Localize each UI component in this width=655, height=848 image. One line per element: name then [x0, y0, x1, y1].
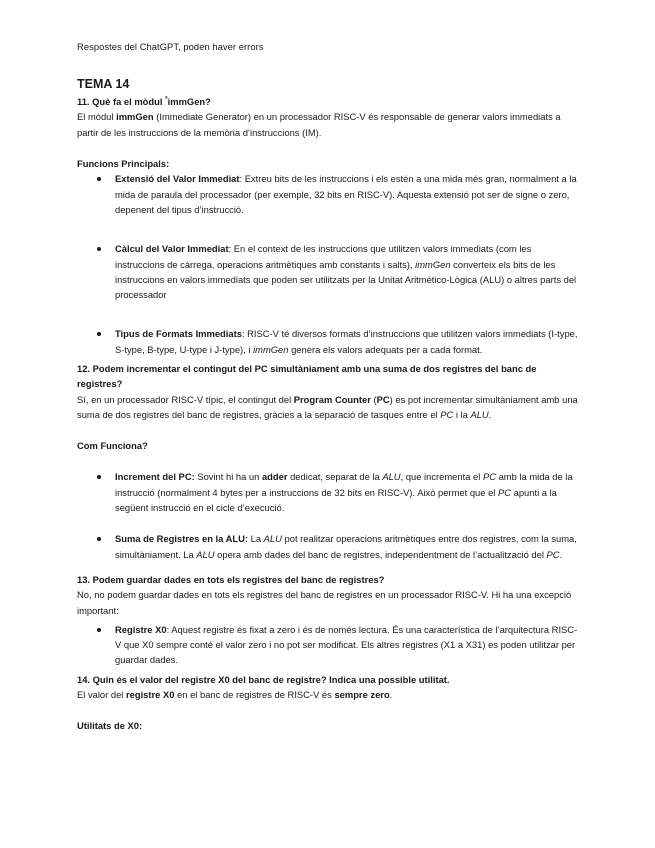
question-13-answer: No, no podem guardar dades en tots els registres del banc de registres en un processador RISC-V. Hi ha una excepció important:	[77, 589, 572, 616]
bullet-icon	[97, 537, 101, 541]
bullet-icon	[97, 177, 101, 181]
x0-utilities-heading: Utilitats de X0:	[77, 720, 143, 732]
functions-list	[77, 171, 582, 357]
list-item: Càlcul del Valor Immediat: En el context de les instruccions que utilitzen valors immediats (com les instruccions de càrrega, operacions aritmètiques amb constants i salts), immGen converteix els bits de les instruccions en valors immediats que poden ser utilitzats per la Unitat Aritmètico-Lògica (ALU) o altres parts del processador	[77, 241, 582, 302]
question-12-answer: Sí, en un processador RISC-V típic, el contingut del Program Counter (PC) es pot incrementar simultàniament amb una suma de dos registres del banc de registres, gràcies a la separació de tasques entre el PC i la ALU.	[77, 393, 578, 420]
question-11-title: 11. Què fa el mòdul $^ª$immGen?	[77, 96, 211, 108]
question-12-title: 12. Podem incrementar el contingut del PC simultàniament amb una suma de dos registres del banc de registres?	[77, 362, 537, 390]
question-14-answer: El valor del registre X0 en el banc de registres de RISC-V és sempre zero.	[77, 689, 393, 701]
document-body	[77, 77, 582, 734]
bullet-icon	[97, 628, 101, 632]
bullet-icon	[97, 332, 101, 336]
list-item: Tipus de Formats Immediats: RISC-V té diversos formats d’instruccions que utilitzen valors immediats (I-type, S-type, B-type, U-type i J-type), i immGen genera els valors adequats per a cada format.	[77, 326, 582, 357]
question-11-answer: El mòdul immGen (Immediate Generator) en un processador RISC-V és responsable de generar valors immediats a partir de les instruccions de la memòria d’instruccions (IM).	[77, 111, 561, 138]
topic-heading: TEMA 14	[77, 77, 130, 91]
functions-heading: Funcions Principals:	[77, 158, 170, 170]
bullet-icon	[97, 247, 101, 251]
register-list	[77, 622, 582, 668]
question-14-title: 14. Quin és el valor del registre X0 del banc de registre? Indica una possible utilitat.	[77, 673, 450, 685]
bullet-icon	[97, 475, 101, 479]
list-item: Extensió del Valor Immediat: Extreu bits de les instruccions i els estén a una mida més gran, normalment a la mida de paraula del processador (per exemple, 32 bits en RISC-V). Aquesta extensió pot ser de signe o zero, depenent del tipus d’instrucció.	[77, 171, 582, 217]
list-item: Suma de Registres en la ALU: La ALU pot realitzar operacions aritmètiques entre dos registres, com la suma, simultàniament. La ALU opera amb dades del banc de registres, independentment de l’actualització del PC.	[77, 531, 582, 562]
list-item: Registre X0: Aquest registre és fixat a zero i és de només lectura. És una característica de l’arquitectura RISC-V que X0 sempre conté el valor zero i no pot ser modificat. Els altres registres (X1 a X31) es poden utilitzar per guardar dades.	[77, 622, 582, 668]
how-it-works-list	[77, 469, 582, 561]
page-header-note: Respostes del ChatGPT, poden haver errors	[77, 41, 264, 52]
how-it-works-heading: Com Funciona?	[77, 440, 148, 452]
list-item: Increment del PC: Sovint hi ha un adder dedicat, separat de la ALU, que incrementa el PC amb la mida de la instrucció (normalment 4 bytes per a instruccions de 32 bits en RISC-V). Això permet que el PC apunti a la següent instrucció en el cicle d’execució.	[77, 469, 582, 515]
question-13-title: 13. Podem guardar dades en tots els registres del banc de registres?	[77, 573, 385, 585]
